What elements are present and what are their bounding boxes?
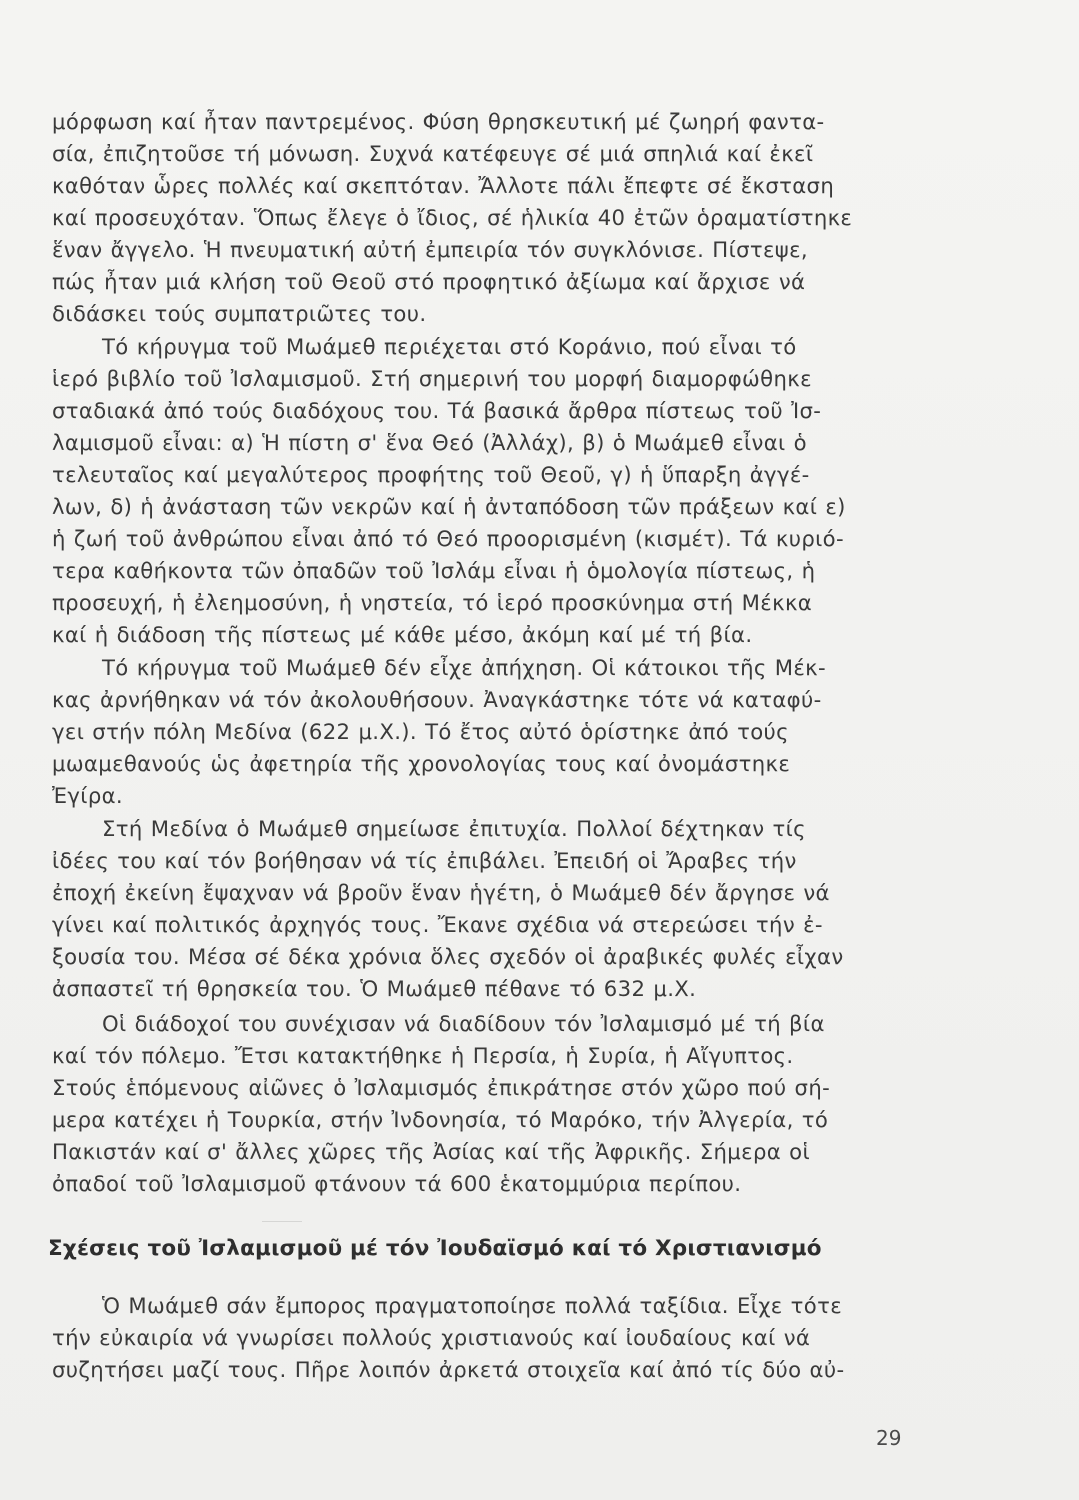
text-line: λων, δ) ἡ ἀνάσταση τῶν νεκρῶν καί ἡ ἀνταπόδοση τῶν πράξεων καί ε): [52, 494, 846, 519]
text-line: καί προσευχόταν. Ὅπως ἔλεγε ὁ ἴδιος, σέ ἡλικία 40 ἐτῶν ὁραματίστηκε: [52, 205, 853, 230]
text-line: Οἱ διάδοχοί του συνέχισαν νά διαδίδουν τόν Ἰσλαμισμό μέ τή βία: [102, 1011, 825, 1036]
text-line: ὀπαδοί τοῦ Ἰσλαμισμοῦ φτάνουν τά 600 ἑκατομμύρια περίπου.: [52, 1171, 742, 1196]
text-line: συζητήσει μαζί τους. Πῆρε λοιπόν ἀρκετά στοιχεῖα καί ἀπό τίς δύο αὐ-: [52, 1357, 845, 1382]
text-line: Στούς ἑπόμενους αἰῶνες ὁ Ἰσλαμισμός ἐπικράτησε στόν χῶρο πού σή-: [52, 1075, 831, 1100]
text-line: ἱερό βιβλίο τοῦ Ἰσλαμισμοῦ. Στή σημερινή του μορφή διαμορφώθηκε: [52, 366, 812, 391]
text-line: γίνει καί πολιτικός ἀρχηγός τους. Ἔκανε σχέδια νά στερεώσει τήν ἐ-: [52, 912, 823, 937]
text-line: Στή Μεδίνα ὁ Μωάμεθ σημείωσε ἐπιτυχία. Πολλοί δέχτηκαν τίς: [102, 816, 806, 841]
text-line: Τό κήρυγμα τοῦ Μωάμεθ περιέχεται στό Κοράνιο, πού εἶναι τό: [102, 334, 797, 359]
text-line: ἐποχή ἐκείνη ἔψαχναν νά βροῦν ἕναν ἡγέτη, ὁ Μωάμεθ δέν ἄργησε νά: [52, 880, 830, 905]
text-line: ξουσία του. Μέσα σέ δέκα χρόνια ὅλες σχεδόν οἱ ἀραβικές φυλές εἶχαν: [52, 944, 844, 969]
text-line: καί τόν πόλεμο. Ἔτσι κατακτήθηκε ἡ Περσία, ἡ Συρία, ἡ Αἴγυπτος.: [52, 1043, 794, 1068]
text-line: Ἐγίρα.: [52, 783, 124, 808]
text-line: λαμισμοῦ εἶναι: α) Ἡ πίστη σ' ἕνα Θεό (Ἀλλάχ), β) ὁ Μωάμεθ εἶναι ὁ: [52, 430, 807, 455]
text-line: διδάσκει τούς συμπατριῶτες του.: [52, 301, 427, 326]
divider: [262, 1221, 302, 1222]
text-line: καθόταν ὧρες πολλές καί σκεπτόταν. Ἄλλοτε πάλι ἔπεφτε σέ ἔκσταση: [52, 173, 835, 198]
text-line: μωαμεθανούς ὡς ἀφετηρία τῆς χρονολογίας τους καί ὀνομάστηκε: [52, 751, 791, 776]
text-line: μερα κατέχει ἡ Τουρκία, στήν Ἰνδονησία, τό Μαρόκο, τήν Ἀλγερία, τό: [52, 1107, 829, 1132]
text-line: καί ἡ διάδοση τῆς πίστεως μέ κάθε μέσο, ἀκόμη καί μέ τή βία.: [52, 622, 753, 647]
section-heading: Σχέσεις τοῦ Ἰσλαμισμοῦ μέ τόν Ἰουδαϊσμό καί τό Χριστιανισμό: [48, 1236, 822, 1261]
text-line: ἕναν ἄγγελο. Ἡ πνευματική αὐτή ἐμπειρία τόν συγκλόνισε. Πίστεψε,: [52, 237, 808, 262]
text-line: γει στήν πόλη Μεδίνα (622 μ.Χ.). Τό ἔτος αὐτό ὁρίστηκε ἀπό τούς: [52, 719, 789, 744]
text-line: τήν εὐκαιρία νά γνωρίσει πολλούς χριστιανούς καί ἰουδαίους καί νά: [52, 1325, 811, 1350]
text-line: ἡ ζωή τοῦ ἀνθρώπου εἶναι ἀπό τό Θεό προορισμένη (κισμέτ). Τά κυριό-: [52, 526, 844, 551]
text-line: μόρφωση καί ἦταν παντρεμένος. Φύση θρησκευτική μέ ζωηρή φαντα-: [52, 109, 825, 134]
text-line: κας ἀρνήθηκαν νά τόν ἀκολουθήσουν. Ἀναγκάστηκε τότε νά καταφύ-: [52, 687, 822, 712]
text-line: Τό κήρυγμα τοῦ Μωάμεθ δέν εἶχε ἀπήχηση. Οἱ κάτοικοι τῆς Μέκ-: [102, 655, 826, 680]
text-line: σία, ἐπιζητοῦσε τή μόνωση. Συχνά κατέφευγε σέ μιά σπηλιά καί ἐκεῖ: [52, 141, 814, 166]
text-line: σταδιακά ἀπό τούς διαδόχους του. Τά βασικά ἄρθρα πίστεως τοῦ Ἰσ-: [52, 398, 822, 423]
page-number: 29: [876, 1426, 902, 1450]
text-line: τελευταῖος καί μεγαλύτερος προφήτης τοῦ Θεοῦ, γ) ἡ ὕπαρξη ἀγγέ-: [52, 462, 810, 487]
text-line: πώς ἦταν μιά κλήση τοῦ Θεοῦ στό προφητικό ἀξίωμα καί ἄρχισε νά: [52, 269, 806, 294]
text-line: Πακιστάν καί σ' ἄλλες χῶρες τῆς Ἀσίας καί τῆς Ἀφρικῆς. Σήμερα οἱ: [52, 1139, 810, 1164]
text-line: ἀσπαστεῖ τή θρησκεία του. Ὁ Μωάμεθ πέθανε τό 632 μ.Χ.: [52, 976, 697, 1001]
text-line: Ὁ Μωάμεθ σάν ἔμπορος πραγματοποίησε πολλά ταξίδια. Εἶχε τότε: [102, 1293, 843, 1318]
text-line: προσευχή, ἡ ἐλεημοσύνη, ἡ νηστεία, τό ἱερό προσκύνημα στή Μέκκα: [52, 590, 813, 615]
text-line: ἰδέες του καί τόν βοήθησαν νά τίς ἐπιβάλει. Ἐπειδή οἱ Ἄραβες τήν: [52, 848, 797, 873]
text-line: τερα καθήκοντα τῶν ὀπαδῶν τοῦ Ἰσλάμ εἶναι ἡ ὁμολογία πίστεως, ἡ: [52, 558, 816, 583]
